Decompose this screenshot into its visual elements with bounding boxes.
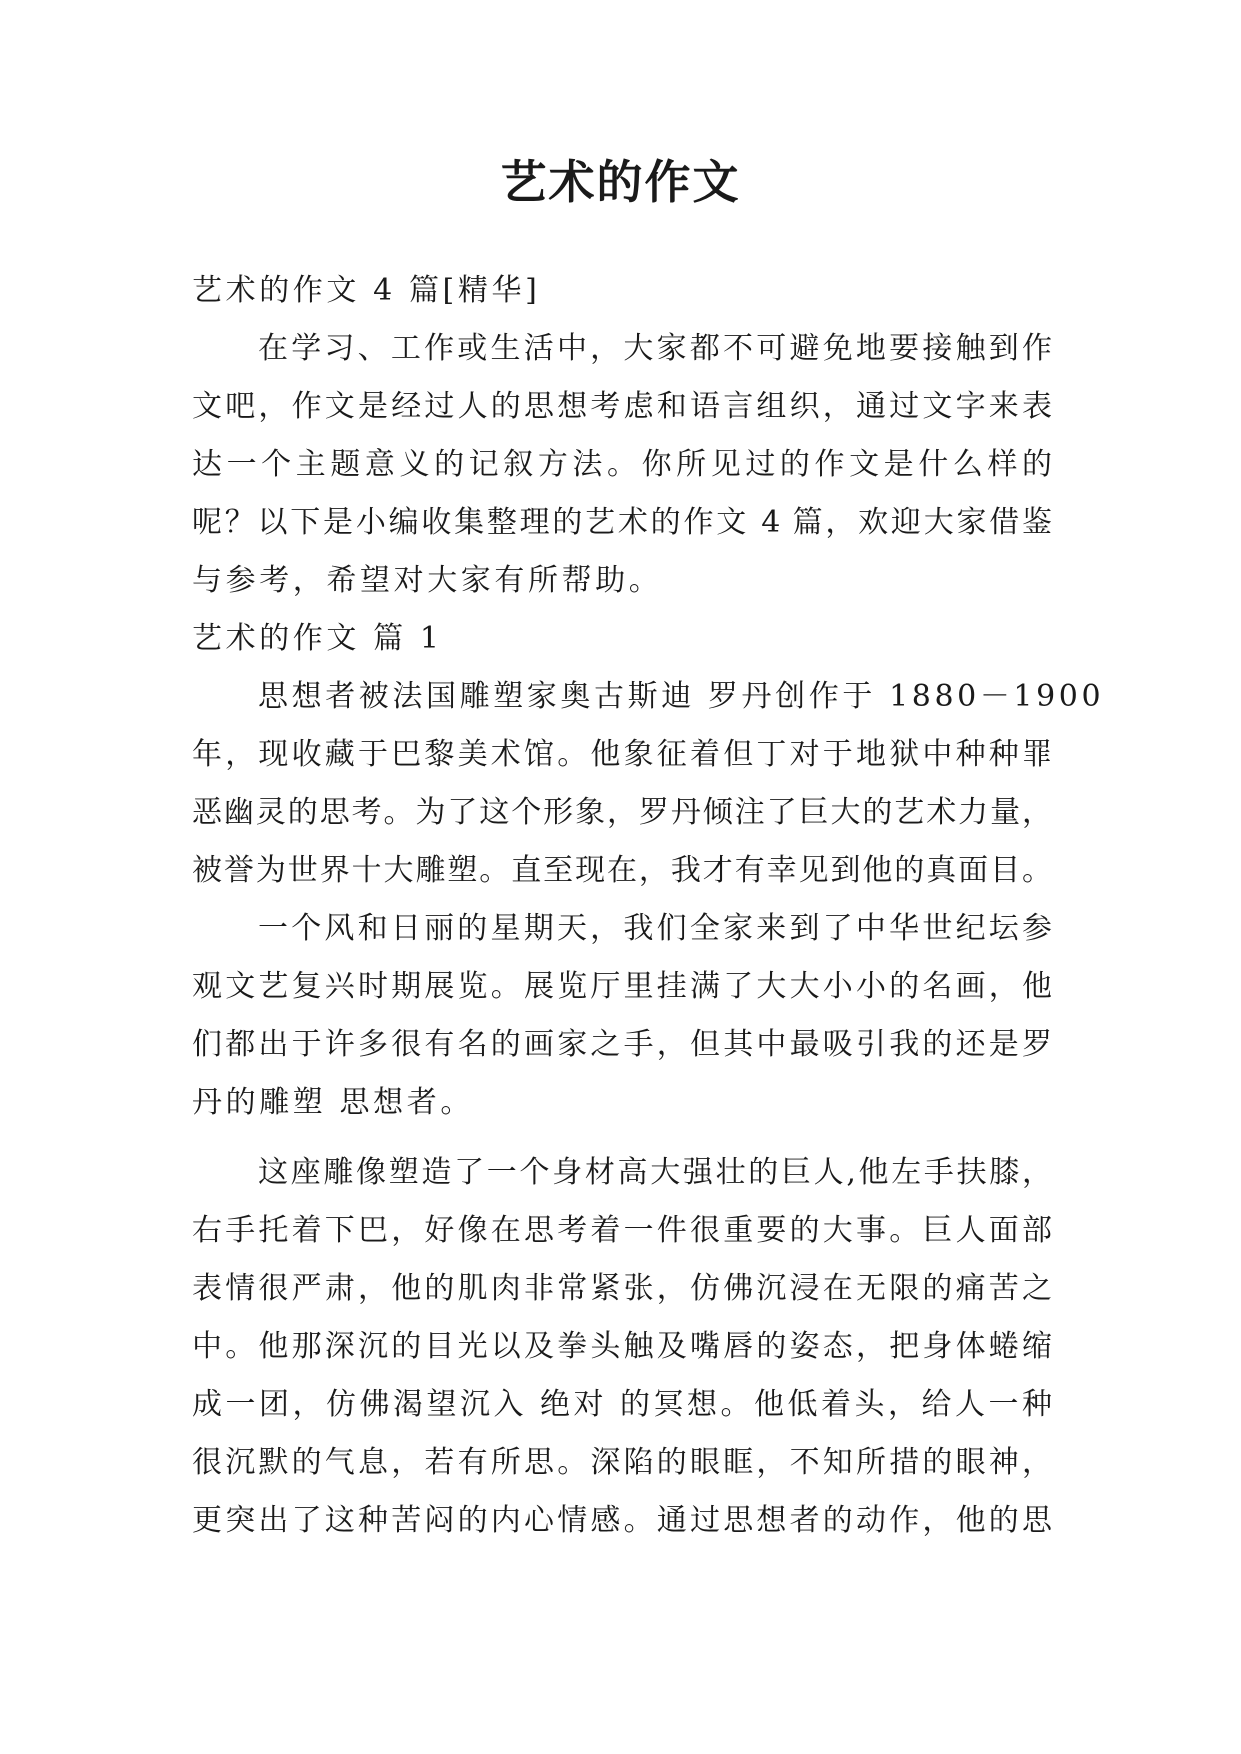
paragraph-line: 被誉为世界十大雕塑。直至现在，我才有幸见到他的真面目。 bbox=[192, 853, 1052, 888]
paragraph-gap bbox=[192, 1132, 1052, 1144]
document-body bbox=[192, 262, 1105, 1550]
paragraph-line: 表情很严肃，他的肌肉非常紧张，仿佛沉浸在无限的痛苦之 bbox=[192, 1271, 1052, 1306]
section-heading: 艺术的作文 篇 1 bbox=[192, 621, 443, 656]
paragraph-line: 在学习、工作或生活中，大家都不可避免地要接触到作 bbox=[258, 331, 1052, 366]
paragraph-line: 们都出于许多很有名的画家之手，但其中最吸引我的还是罗 bbox=[192, 1027, 1052, 1062]
paragraph-line: 很沉默的气息，若有所思。深陷的眼眶，不知所措的眼神， bbox=[192, 1445, 1052, 1480]
paragraph-line: 达一个主题意义的记叙方法。你所见过的作文是什么样的 bbox=[192, 447, 1052, 482]
paragraph-line: 丹的雕塑 思想者。 bbox=[192, 1085, 474, 1120]
paragraph-line: 成一团，仿佛渴望沉入 绝对 的冥想。他低着头，给人一种 bbox=[192, 1387, 1052, 1422]
intro-heading: 艺术的作文 4 篇[精华] bbox=[192, 273, 541, 308]
paragraph-line: 观文艺复兴时期展览。展览厅里挂满了大大小小的名画，他 bbox=[192, 969, 1052, 1004]
paragraph-line: 更突出了这种苦闷的内心情感。通过思想者的动作，他的思 bbox=[192, 1503, 1052, 1538]
paragraph-line: 文吧，作文是经过人的思想考虑和语言组织，通过文字来表 bbox=[192, 389, 1052, 424]
paragraph-line: 年，现收藏于巴黎美术馆。他象征着但丁对于地狱中种种罪 bbox=[192, 737, 1052, 772]
paragraph-line: 中。他那深沉的目光以及拳头触及嘴唇的姿态，把身体蜷缩 bbox=[192, 1329, 1052, 1364]
paragraph-line: 这座雕像塑造了一个身材高大强壮的巨人,他左手扶膝， bbox=[258, 1155, 1052, 1190]
paragraph-line: 呢？以下是小编收集整理的艺术的作文 4 篇，欢迎大家借鉴 bbox=[192, 505, 1052, 540]
paragraph-line: 恶幽灵的思考。为了这个形象，罗丹倾注了巨大的艺术力量， bbox=[192, 795, 1052, 830]
paragraph-line: 一个风和日丽的星期天，我们全家来到了中华世纪坛参 bbox=[258, 911, 1052, 946]
document-title: 艺术的作文 bbox=[500, 155, 741, 209]
paragraph-line: 思想者被法国雕塑家奥古斯迪 罗丹创作于 1880－1900 bbox=[258, 679, 1105, 714]
paragraph-line: 右手托着下巴，好像在思考着一件很重要的大事。巨人面部 bbox=[192, 1213, 1052, 1248]
paragraph-line: 与参考，希望对大家有所帮助。 bbox=[192, 563, 663, 598]
